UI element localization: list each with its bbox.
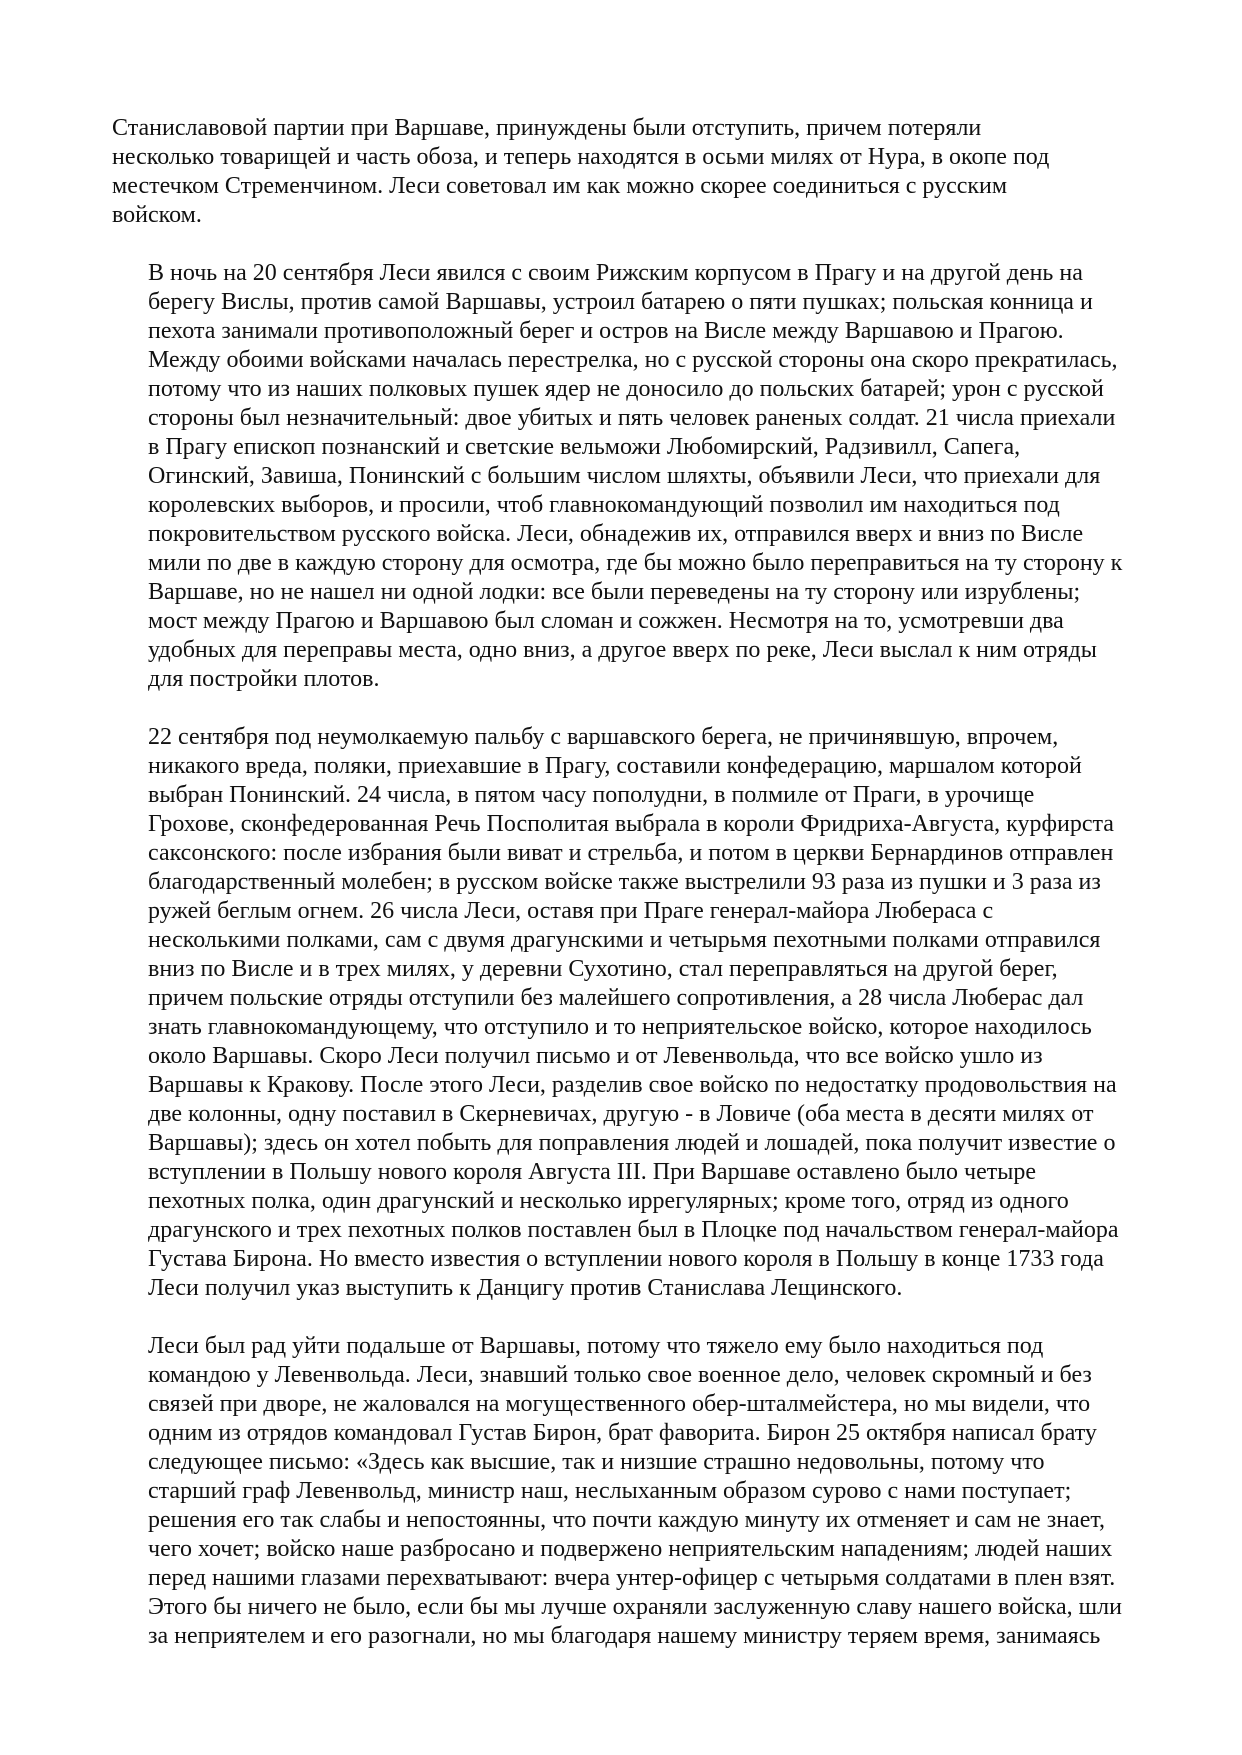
- text-line: пехотных полка, один драгунский и несколько иррегулярных; кроме того, отряд из одного: [148, 1188, 1069, 1214]
- text-line: войском.: [112, 202, 202, 228]
- text-line: две колонны, одну поставил в Скерневичах, другую - в Ловиче (оба места в десяти милях от: [148, 1101, 1094, 1127]
- text-line: Леси получил указ выступить к Данцигу против Станислава Лещинского.: [148, 1275, 903, 1301]
- text-line: командою у Левенвольда. Леси, знавший только свое военное дело, человек скромный и без: [148, 1362, 1092, 1388]
- text-line: Варшавы к Кракову. После этого Леси, разделив свое войско по недостатку продовольствия на: [148, 1072, 1117, 1098]
- text-line: Варшаве, но не нашел ни одной лодки: все были переведены на ту сторону или изрублены;: [148, 579, 1081, 605]
- text-line: потому что из наших полковых пушек ядер не доносило до польских батарей; урон с русской: [148, 376, 1104, 402]
- text-line: одним из отрядов командовал Густав Бирон, брат фаворита. Бирон 25 октября написал брату: [148, 1420, 1097, 1446]
- text-line: связей при дворе, не жаловался на могущественного обер-шталмейстера, но мы видели, что: [148, 1391, 1091, 1417]
- text-line: В ночь на 20 сентября Леси явился с своим Рижским корпусом в Прагу и на другой день на: [148, 260, 1083, 286]
- paragraph-4: [112, 1332, 1132, 1651]
- paragraph-3: [112, 723, 1132, 1303]
- text-line: за неприятелем и его разогнали, но мы благодаря нашему министру теряем время, занимаясь: [148, 1623, 1101, 1649]
- text-line: ружей беглым огнем. 26 числа Леси, оставя при Праге генерал-майора Любераса с: [148, 898, 994, 924]
- text-line: местечком Стременчином. Леси советовал им как можно скорее соединиться с русским: [112, 173, 1008, 199]
- text-line: Этого бы ничего не было, если бы мы лучше охраняли заслуженную славу нашего войска, шли: [148, 1594, 1122, 1620]
- text-line: стороны был незначительный: двое убитых и пять человек раненых солдат. 21 числа приехали: [148, 405, 1116, 431]
- text-line: следующее письмо: «Здесь как высшие, так и низшие страшно недовольны, потому что: [148, 1449, 1045, 1475]
- text-line: саксонского: после избрания были виват и стрельба, и потом в церкви Бернардинов отправлен: [148, 840, 1114, 866]
- text-line: решения его так слабы и непостоянны, что почти каждую минуту их отменяет и сам не знает,: [148, 1507, 1106, 1533]
- text-line: драгунского и трех пехотных полков поставлен был в Плоцке под начальством генерал-майора: [148, 1217, 1119, 1243]
- text-line: около Варшавы. Скоро Леси получил письмо и от Левенвольда, что все войско ушло из: [148, 1043, 1043, 1069]
- text-line: Варшавы); здесь он хотел побыть для поправления людей и лошадей, пока получит известие о: [148, 1130, 1116, 1156]
- text-line: причем польские отряды отступили без малейшего сопротивления, а 28 числа Люберас дал: [148, 985, 1084, 1011]
- text-line: в Прагу епископ познанский и светские вельможи Любомирский, Радзивилл, Сапега,: [148, 434, 1021, 460]
- text-line: мили по две в каждую сторону для осмотра, где бы можно было переправиться на ту сторону к: [148, 550, 1123, 576]
- text-line: несколько товарищей и часть обоза, и теперь находятся в осьми милях от Нура, в окопе под: [112, 144, 1050, 170]
- text-line: вступлении в Польшу нового короля Августа III. При Варшаве оставлено было четыре: [148, 1159, 1037, 1185]
- paragraph-2: [112, 259, 1132, 694]
- text-line: благодарственный молебен; в русском войске также выстрелили 93 раза из пушки и 3 раза из: [148, 869, 1101, 895]
- text-line: королевских выборов, и просили, чтоб главнокомандующий позволил им находиться под: [148, 492, 1060, 518]
- text-line: перед нашими глазами перехватывают: вчера унтер-офицер с четырьмя солдатами в плен взят.: [148, 1565, 1116, 1591]
- text-line: Грохове, сконфедерованная Речь Посполитая выбрала в короли Фридриха-Августа, курфирста: [148, 811, 1114, 837]
- text-line: знать главнокомандующему, что отступило и то неприятельское войско, которое находилось: [148, 1014, 1092, 1040]
- text-line: старший граф Левенвольд, министр наш, неслыханным образом сурово с нами поступает;: [148, 1478, 1072, 1504]
- text-line: мост между Прагою и Варшавою был сломан и сожжен. Несмотря на то, усмотревши два: [148, 608, 1064, 634]
- text-line: Огинский, Завиша, Понинский с большим числом шляхты, объявили Леси, что приехали для: [148, 463, 1101, 489]
- text-line: несколькими полками, сам с двумя драгунскими и четырьмя пехотными полками отправился: [148, 927, 1101, 953]
- text-line: выбран Понинский. 24 числа, в пятом часу пополудни, в полмиле от Праги, в урочище: [148, 782, 1035, 808]
- text-line: покровительством русского войска. Леси, обнадежив их, отправился вверх и вниз по Висле: [148, 521, 1084, 547]
- text-line: 22 сентября под неумолкаемую пальбу с варшавского берега, не причинявшую, впрочем,: [148, 724, 1059, 750]
- text-line: удобных для переправы места, одно вниз, а другое вверх по реке, Леси выслал к ним отряды: [148, 637, 1097, 663]
- text-line: никакого вреда, поляки, приехавшие в Прагу, составили конфедерацию, маршалом которой: [148, 753, 1082, 779]
- paragraph-1: [112, 114, 1132, 230]
- text-line: Станиславовой партии при Варшаве, принуждены были отступить, причем потеряли: [112, 115, 982, 141]
- text-line: вниз по Висле и в трех милях, у деревни Сухотино, стал переправляться на другой берег,: [148, 956, 1058, 982]
- text-line: чего хочет; войско наше разбросано и подвержено неприятельским нападениям; людей наших: [148, 1536, 1113, 1562]
- text-line: Густава Бирона. Но вместо известия о вступлении нового короля в Польшу в конце 1733 года: [148, 1246, 1104, 1272]
- text-line: пехота занимали противоположный берег и остров на Висле между Варшавою и Прагою.: [148, 318, 1064, 344]
- text-line: для постройки плотов.: [148, 666, 380, 692]
- document-body: [112, 114, 1132, 1651]
- text-line: Между обоими войсками началась перестрелка, но с русской стороны она скоро прекратилась,: [148, 347, 1118, 373]
- text-line: Леси был рад уйти подальше от Варшавы, потому что тяжело ему было находиться под: [148, 1333, 1044, 1359]
- text-line: берегу Вислы, против самой Варшавы, устроил батарею о пяти пушках; польская конница и: [148, 289, 1093, 315]
